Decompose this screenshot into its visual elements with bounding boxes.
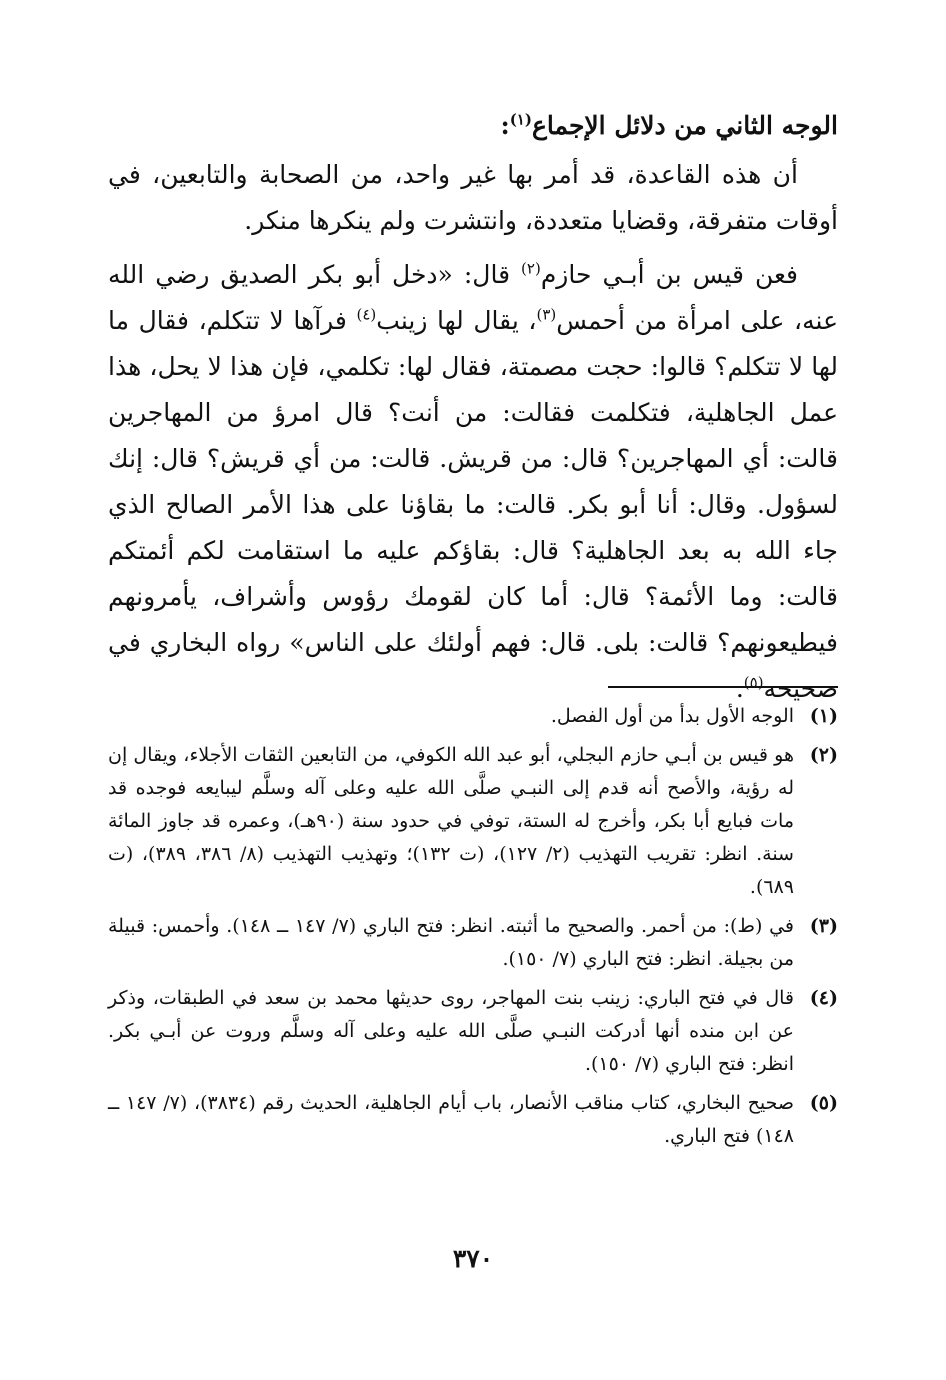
footnote-ref-4: (٤) — [356, 305, 377, 324]
paragraph-2-part-3: ، يقال لها زينب — [376, 306, 537, 335]
footnote-number: (١) — [809, 705, 838, 727]
footnote-item — [108, 739, 838, 904]
paragraph-2-part-5: . — [735, 674, 744, 703]
footnote-number: (٢) — [809, 744, 838, 766]
footnote-item — [108, 982, 838, 1081]
footnote-text: في (ط): من أحمر. والصحيح ما أثبته. انظر: فتح الباري (٧/ ١٤٧ ــ ١٤٨). وأحمس: قبيلة من بجيلة. انظر: فتح الباري (٧/ ١٥٠). — [108, 915, 794, 970]
footnote-item — [108, 700, 838, 733]
footnote-number: (٤) — [809, 987, 838, 1009]
footnotes-list — [108, 700, 838, 1159]
paragraph-1-text: أن هذه القاعدة، قد أمر بها غير واحد، من الصحابة والتابعين، في أوقات متفرقة، وقضايا متعددة، وانتشرت ولم ينكرها منكر. — [108, 160, 838, 235]
footnote-ref-5: (٥) — [743, 673, 764, 692]
heading-colon: : — [500, 111, 510, 140]
paragraph-2-part-4: فرآها لا تتكلم، فقال ما لها لا تتكلم؟ قالوا: حجت مصمتة، فقال لها: تكلمي، فإن هذا لا يحل، هذا عمل الجاهلية، فتكلمت فقالت: من أنت؟ قال امرؤ من المهاجرين قالت: أي المهاجرين؟ قال: من قريش. قالت: من أي قريش؟ قال: إنك لسؤول. وقال: أنا أبو بكر. قالت: ما بقاؤنا على هذا الأمر الصالح الذي جاء الله به بعد الجاهلية؟ قال: بقاؤكم عليه ما استقامت لكم أئمتكم قالت: وما الأئمة؟ قال: أما كان لقومك رؤوس وأشراف، يأمرونهم فيطيعونهم؟ قالت: بلى. قال: فهم أولئك على الناس» رواه البخاري في صحيحه — [108, 306, 838, 703]
footnote-number: (٥) — [809, 1092, 838, 1114]
footnote-text: قال في فتح الباري: زينب بنت المهاجر، روى حديثها محمد بن سعد في الطبقات، وذكر عن ابن منده أنها أدركت النبـي صلَّى الله عليه وعلى آله وسلَّم وروت عن أبـي بكر. انظر: فتح الباري (٧/ ١٥٠). — [108, 987, 794, 1075]
paragraph-2-part-1: فعن قيس بن أبـي حازم — [540, 260, 798, 289]
footnote-text: هو قيس بن أبـي حازم البجلي، أبو عبد الله الكوفي، من التابعين الثقات الأجلاء، ويقال إن له رؤية، والأصح أنه قدم إلى النبـي صلَّى الله عليه وعلى آله وسلَّم ليبايعه فوجده قد مات فبايع أبا بكر، وأخرج له الستة، توفي في حدود سنة (٩٠هـ)، وعمره قد جاوز المائة سنة. انظر: تقريب التهذيب (٢/ ١٢٧)، (ت ١٣٢)؛ وتهذيب التهذيب (٨/ ٣٨٦، ٣٨٩)، (ت ٦٨٩). — [108, 744, 794, 898]
footnote-divider — [608, 686, 838, 688]
paragraph-1 — [108, 152, 838, 244]
footnote-ref-1: (١) — [509, 110, 532, 129]
footnote-item — [108, 1087, 838, 1153]
footnote-text: الوجه الأول بدأ من أول الفصل. — [550, 705, 794, 727]
footnote-ref-2: (٢) — [521, 259, 541, 278]
footnote-text: صحيح البخاري، كتاب مناقب الأنصار، باب أيام الجاهلية، الحديث رقم (٣٨٣٤)، (٧/ ١٤٧ ــ ١٤٨) فتح الباري. — [108, 1092, 794, 1147]
page-number: ٣٧٠ — [452, 1244, 494, 1273]
main-text — [108, 100, 838, 712]
footnote-ref-3: (٣) — [536, 305, 557, 324]
paragraph-2-part-2: قال: «دخل أبو بكر الصديق رضي الله عنه، على امرأة من أحمس — [108, 260, 838, 335]
footnote-number: (٣) — [809, 915, 838, 937]
paragraph-2 — [108, 252, 838, 712]
footnote-item — [108, 910, 838, 976]
section-heading — [108, 100, 838, 152]
heading-text: الوجه الثاني من دلائل الإجماع — [531, 111, 838, 140]
